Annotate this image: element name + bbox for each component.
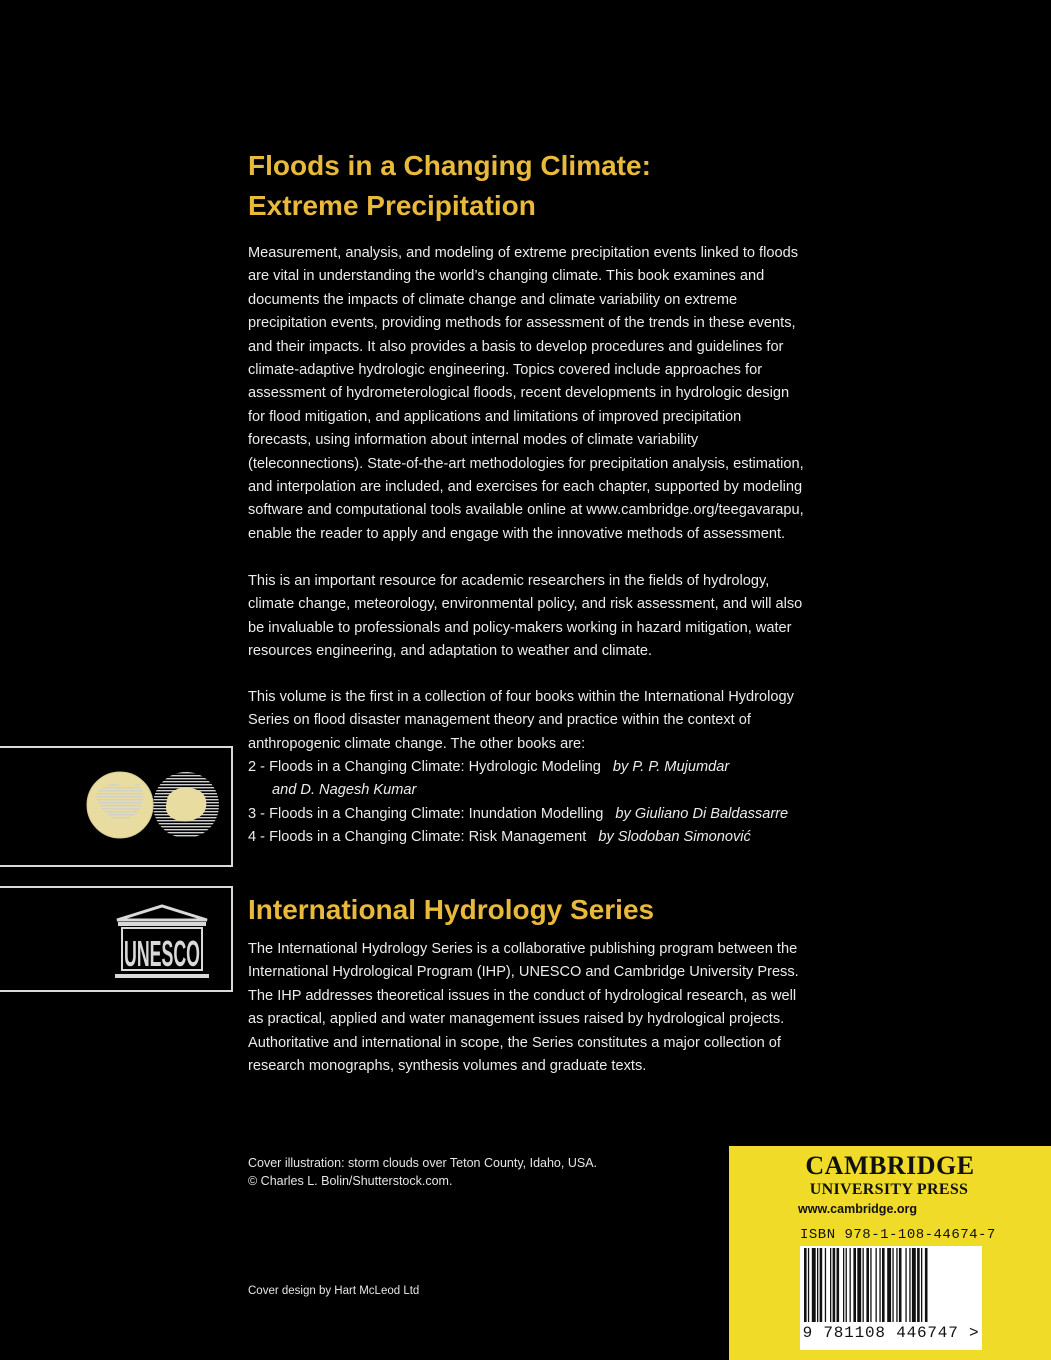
- description-paragraph-3: This volume is the first in a collection of four books within the International Hydrology Series on flood disaster management theory and practice within the context of anthropogenic climate change. The other books are:: [248, 689, 794, 752]
- barcode-bar: [825, 1248, 826, 1322]
- barcode-bar: [857, 1248, 861, 1322]
- book-entry-title: 3 - Floods in a Changing Climate: Inundation Modelling: [248, 805, 604, 822]
- illustration-credit: Cover illustration: storm clouds over Teton County, Idaho, USA.: [248, 1156, 598, 1170]
- book-title-line1: Floods in a Changing Climate:: [248, 150, 651, 181]
- series-title: International Hydrology Series: [248, 894, 655, 925]
- barcode-bar: [925, 1248, 928, 1322]
- barcode-bar: [905, 1248, 906, 1322]
- barcode-bar: [879, 1248, 880, 1322]
- cover-illustration-credit: [248, 1154, 597, 1190]
- unesco-temple-icon: [0, 888, 231, 990]
- book-entry-title: 2 - Floods in a Changing Climate: Hydrologic Modeling: [248, 759, 601, 775]
- barcode-bar: [833, 1248, 836, 1322]
- barcode-bar: [846, 1248, 847, 1322]
- publisher-name: CAMBRIDGE: [805, 1151, 975, 1180]
- list-item: [248, 803, 848, 826]
- book-entry-title: 4 - Floods in a Changing Climate: Risk Management: [248, 829, 587, 846]
- copyright-credit: © Charles L. Bolin/Shutterstock.com.: [248, 1174, 453, 1188]
- publisher-press: UNIVERSITY PRESS: [809, 1181, 969, 1198]
- barcode-bar: [804, 1248, 807, 1322]
- barcode-bar: [896, 1248, 897, 1322]
- barcode-bar: [876, 1248, 877, 1322]
- series-description: The International Hydrology Series is a collaborative publishing program between the International Hydrological Program (IHP), UNESCO and Cambridge University Press. The IHP addresses theoretical issues in the conduct of hydrological research, as well as practical, applied and water management issues raised by hydrological projects. Authoritative and international in scope, the Series constitutes a major collection of research monographs, synthesis volumes and graduate texts.: [248, 941, 799, 1075]
- list-item: [248, 826, 848, 849]
- barcode-bar: [863, 1248, 864, 1322]
- book-title-line2: Extreme Precipitation: [248, 190, 536, 221]
- other-books-list: [248, 756, 848, 850]
- barcode-bar: [866, 1248, 869, 1322]
- barcode-bar: [808, 1248, 809, 1322]
- globes-logo-box: [0, 746, 233, 867]
- barcode-bar: [850, 1248, 851, 1322]
- barcode-bar: [917, 1248, 920, 1322]
- globes-icon: [0, 748, 231, 865]
- barcode-bars: [800, 1246, 982, 1324]
- isbn-label: ISBN 978-1-108-44674-7: [800, 1227, 996, 1243]
- barcode-bar: [837, 1248, 840, 1322]
- barcode-bar: [921, 1248, 922, 1322]
- cover-design-credit: Cover design by Hart McLeod Ltd: [248, 1285, 420, 1297]
- barcode-bar: [812, 1248, 816, 1322]
- unesco-logo-box: [0, 886, 233, 992]
- unesco-logo-text: UNESCO: [124, 933, 200, 974]
- book-entry-author: by P. P. Mujumdar: [612, 759, 730, 775]
- barcode-bar: [817, 1248, 818, 1322]
- barcode-number: 9 781108 446747 >: [800, 1324, 982, 1342]
- book-entry-author: by Giuliano Di Baldassarre: [615, 805, 789, 822]
- barcode-bar: [870, 1248, 871, 1322]
- barcode-bar: [887, 1248, 891, 1322]
- barcode-bar: [882, 1248, 885, 1322]
- description-paragraph-1: Measurement, analysis, and modeling of extreme precipitation events linked to floods are vital in understanding the world’s changing climate. This book examines and documents the impacts of climate change and climate variability on extreme precipitation events, providing methods for assessment of the trends in these events, and their impacts. It also provides a basis to develop procedures and guidelines for climate-adaptive hydrologic engineering. Topics covered include approaches for assessment of hydrometerological floods, recent developments in hydrologic design for flood mitigation, and applications and limitations of improved precipitation forecasts, using information about internal modes of climate variability (teleconnections). State-of-the-art methodologies for precipitation analysis, estimation, and interpolation are included, and exercises for each chapter, supported by modeling software and computational tools available online at www.cambridge.org/teegavarapu, enable the reader to apply and engage with the innovative methods of assessment.: [248, 245, 804, 542]
- book-entry-author: by Slodoban Simonović: [598, 829, 751, 846]
- list-item: [248, 756, 848, 803]
- publisher-url: www.cambridge.org: [798, 1202, 918, 1216]
- barcode-bar: [899, 1248, 902, 1322]
- barcode-bar: [853, 1248, 856, 1322]
- barcode-bar: [912, 1248, 916, 1322]
- barcode-bar: [892, 1248, 893, 1322]
- barcode-bar: [830, 1248, 831, 1322]
- book-title: [248, 146, 651, 226]
- barcode-bar: [909, 1248, 910, 1322]
- description-paragraph-2: This is an important resource for academic researchers in the fields of hydrology, climate change, meteorology, environmental policy, and risk assessment, and will also be invaluable to professionals and policy-makers working in hazard mitigation, water resources engineering, and adaptation to weather and climate.: [248, 573, 803, 660]
- book-entry-author-cont: and D. Nagesh Kumar: [272, 782, 417, 799]
- barcode-bar: [843, 1248, 844, 1322]
- barcode-bar: [820, 1248, 823, 1322]
